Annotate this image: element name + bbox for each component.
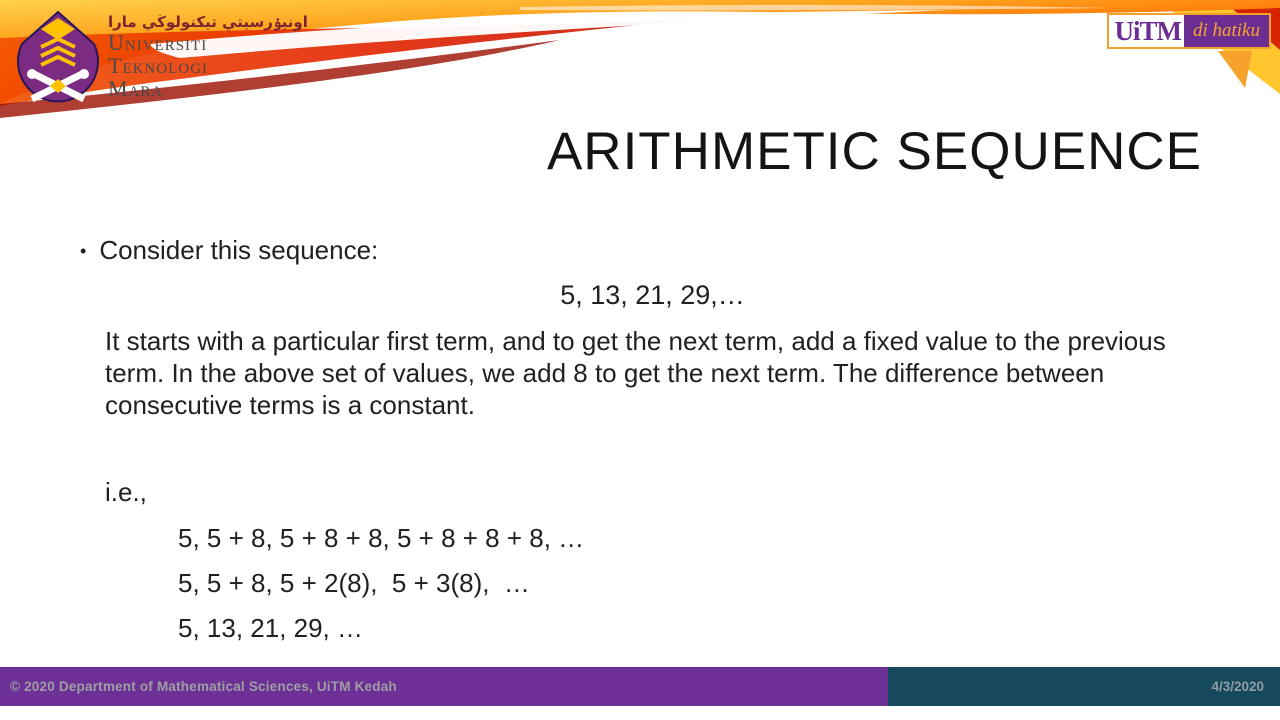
page-title: ARITHMETIC SEQUENCE: [546, 122, 1202, 181]
badge-brand-box: [1109, 15, 1184, 47]
uitm-crest-icon: [14, 11, 102, 108]
footer-date-text: 4/3/2020: [1211, 679, 1264, 694]
badge-tagline-text: di hatiku: [1192, 20, 1260, 41]
ie-label: i.e.,: [105, 477, 147, 507]
logo-name-line1: Universiti: [108, 30, 208, 55]
derivation-line: 5, 13, 21, 29, …: [178, 613, 364, 643]
derivation-line: 5, 5 + 8, 5 + 8 + 8, 5 + 8 + 8 + 8, …: [178, 523, 585, 553]
logo-jawi-script: اونيۏرسيتي تيكنولوڬي مارا: [108, 13, 308, 31]
badge-tail-icon: [1218, 51, 1252, 88]
derivation-line: 5, 5 + 8, 5 + 2(8), 5 + 3(8), …: [178, 568, 530, 598]
bullet-text: Consider this sequence:: [99, 235, 379, 265]
body-paragraph: It starts with a particular first term, and to get the next term, add a fixed value to the previous term. In the above set of values, we add 8 to get the next term. The difference between consecutive terms is a constant.: [105, 326, 1166, 420]
logo-name-line2: Teknologi: [108, 53, 208, 78]
footer-copyright-bar: [0, 667, 888, 706]
sequence-display: 5, 13, 21, 29,…: [560, 280, 745, 310]
footer-copyright-text: © 2020 Department of Mathematical Sciences, UiTM Kedah: [10, 679, 397, 694]
university-logo: [14, 11, 308, 108]
bullet-line: [80, 235, 378, 267]
bullet-glyph: •: [80, 241, 87, 261]
uitm-dihatiku-badge: [1107, 13, 1271, 49]
badge-brand-text: UiTM: [1114, 15, 1181, 46]
footer-date-bar: [888, 667, 1280, 706]
logo-name-line3: Mara: [108, 76, 164, 101]
badge-tagline-box: [1184, 15, 1269, 47]
